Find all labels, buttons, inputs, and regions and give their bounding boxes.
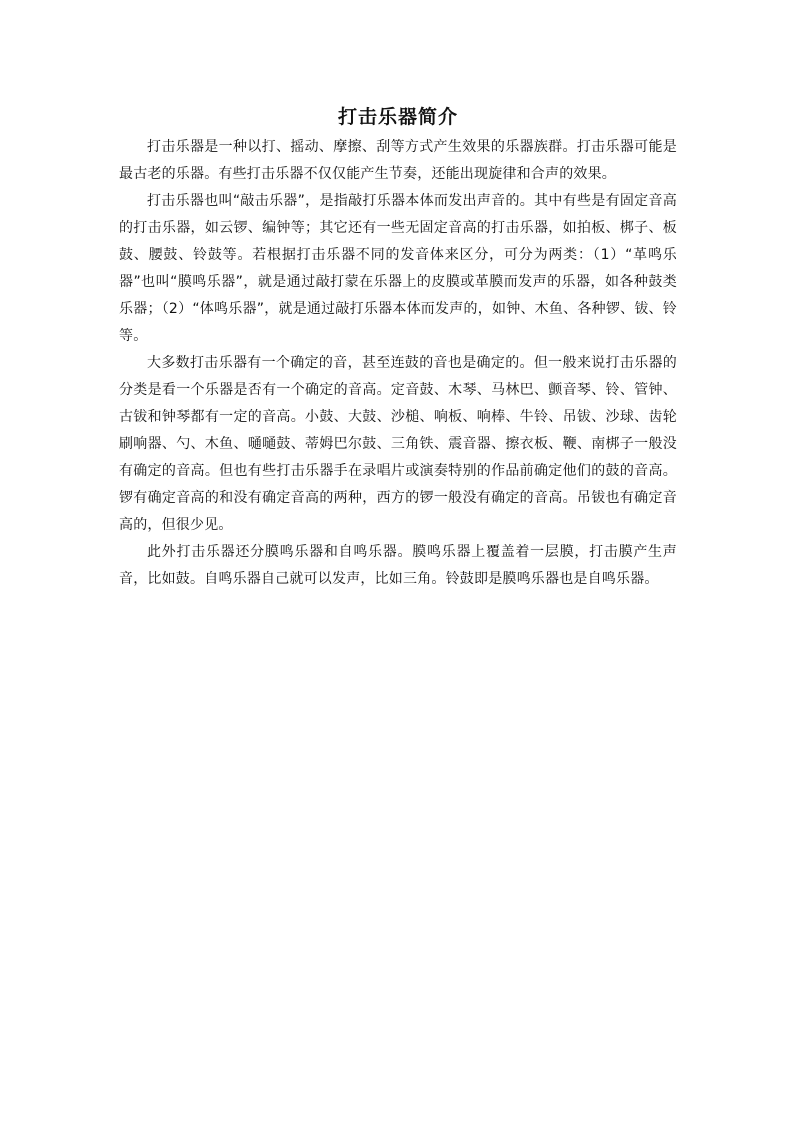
- paragraph-classification: 打击乐器也叫“敲击乐器”，是指敲打乐器本体而发出声音的。其中有些是有固定音高的打击乐器，如云锣、编钟等；其它还有一些无固定音高的打击乐器，如拍板、梆子、板鼓、腰鼓、铃鼓等。若根据打击乐器不同的发音体来区分，可分为两类：（1）“革鸣乐器”也叫“膜鸣乐器”，就是通过敲打蒙在乐器上的皮膜或革膜而发声的乐器，如各种鼓类乐器；（2）“体鸣乐器”，就是通过敲打乐器本体而发声的，如钟、木鱼、各种锣、钹、铃等。: [119, 193, 677, 344]
- paragraph-membrane-self: 此外打击乐器还分膜鸣乐器和自鸣乐器。膜鸣乐器上覆盖着一层膜，打击膜产生声音，比如鼓。自鸣乐器自己就可以发声，比如三角。铃鼓即是膜鸣乐器也是自鸣乐器。: [119, 544, 677, 587]
- paragraph-pitch: 大多数打击乐器有一个确定的音，甚至连鼓的音也是确定的。但一般来说打击乐器的分类是看一个乐器是否有一个确定的音高。定音鼓、木琴、马林巴、颤音琴、铃、管钟、古钹和钟琴都有一定的音高。小鼓、大鼓、沙槌、响板、响棒、牛铃、吊钹、沙球、齿轮刷响器、勺、木鱼、嗵嗵鼓、蒂姆巴尔鼓、三角铁、震音器、擦衣板、鞭、南梆子一般没有确定的音高。但也有些打击乐器手在录唱片或演奏特别的作品前确定他们的鼓的音高。锣有确定音高的和没有确定音高的两种，西方的锣一般没有确定的音高。吊钹也有确定音高的，但很少见。: [119, 355, 677, 533]
- paragraph-intro: 打击乐器是一种以打、摇动、摩擦、刮等方式产生效果的乐器族群。打击乐器可能是最古老的乐器。有些打击乐器不仅仅能产生节奏，还能出现旋律和合声的效果。: [119, 139, 677, 182]
- document-title: 打击乐器简介: [337, 106, 458, 128]
- document-body: [119, 102, 677, 593]
